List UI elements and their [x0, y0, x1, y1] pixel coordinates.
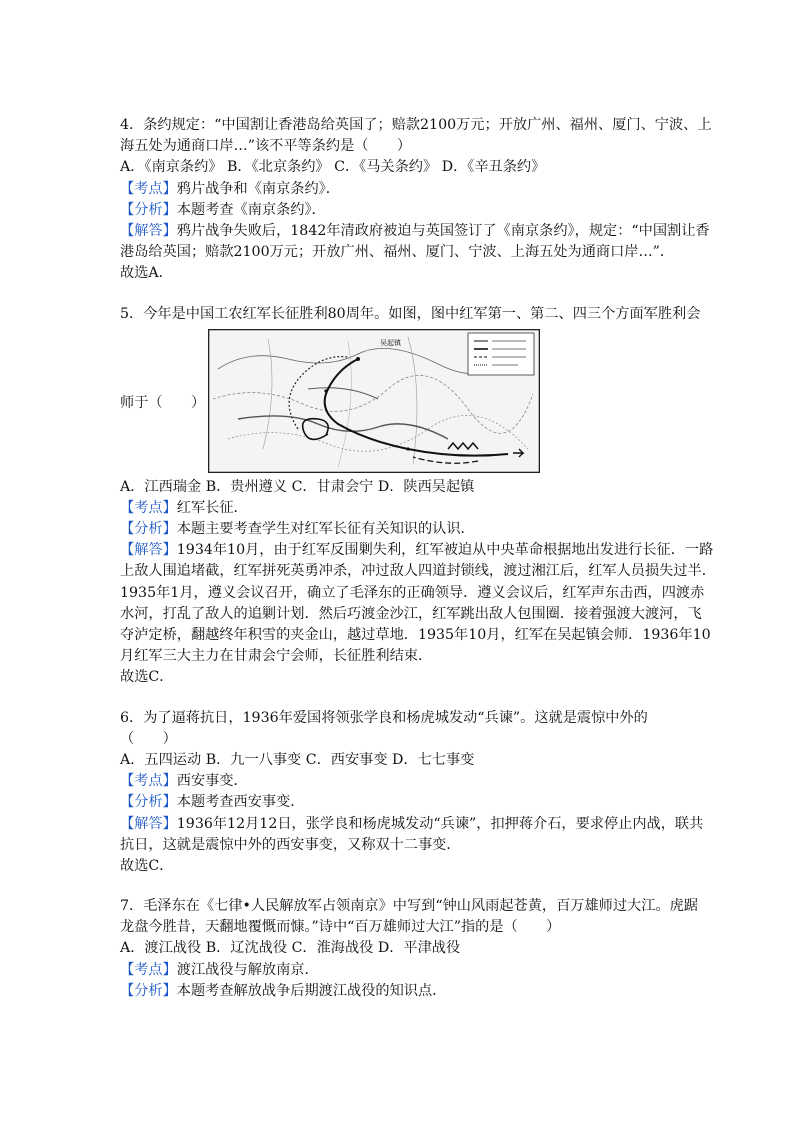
jieda-text: 鸦片战争失败后，1842年清政府被迫与英国签订了《南京条约》，规定：“中国割让香 — [176, 222, 710, 239]
jieda-text: 夺泸定桥，翻越终年积雪的夹金山，越过草地．1935年10月，红军在吴起镇会师．1936年10 — [120, 627, 711, 643]
jieda-text: 水河，打乱了敌人的追剿计划．然后巧渡金沙江，红军跳出敌人包围圈．接着强渡大渡河，飞 — [120, 605, 702, 622]
fenxi-row — [120, 981, 695, 1002]
jieda-text: 上敌人围追堵截，红军拼死英勇冲杀，冲过敌人四道封锁线，渡过湘江后，红军人员损失过半． — [120, 563, 716, 580]
question-6 — [120, 708, 704, 878]
jieda-text: 港岛给英国；赔款2100万元；开放广州、福州、厦门、宁波、上海五处为通商口岸…”． — [120, 244, 675, 261]
fenxi-text: 本题考查《南京条约》． — [176, 201, 326, 218]
fenxi-tag: 【分析】 — [120, 521, 177, 538]
question-4 — [120, 115, 712, 285]
map-label-top: 吴起镇 — [380, 338, 401, 347]
jieda-text: 1935年1月，遵义会议召开，确立了毛泽东的正确领导．遵义会议后，红军声东击西，四渡赤 — [120, 584, 705, 601]
jieda-text: 抗日，这就是震惊中外的西安事变，又称双十二事变． — [120, 836, 461, 853]
fenxi-tag: 【分析】 — [120, 794, 177, 811]
fenxi-row — [120, 200, 695, 221]
question-stem: 师于（ ） — [120, 394, 206, 411]
fenxi-tag: 【分析】 — [120, 201, 177, 218]
kaodian-text: 渡江战役与解放南京． — [176, 961, 319, 978]
fenxi-row — [120, 519, 695, 540]
jieda-row — [120, 221, 710, 242]
question-5 — [120, 304, 716, 689]
kaodian-text: 红军长征． — [176, 499, 248, 516]
jieda-text: 1936年12月12日，张学良和杨虎城发动“兵谏”，扣押蒋介石，要求停止内战，联共 — [176, 815, 704, 832]
fenxi-row — [120, 792, 695, 813]
question-stem: 海五处为通商口岸…”该不平等条约是（ ） — [120, 138, 412, 155]
kaodian-tag: 【考点】 — [120, 499, 177, 516]
jieda-tag: 【解答】 — [120, 815, 177, 832]
jieda-row — [120, 540, 714, 561]
kaodian-text: 西安事变． — [176, 773, 248, 790]
jieda-tag: 【解答】 — [120, 222, 177, 239]
kaodian-row — [120, 771, 695, 792]
answer-options: A．《南京条约》 B．《北京条约》 C．《马关条约》 D．《辛丑条约》 — [120, 159, 546, 176]
kaodian-row — [120, 179, 695, 200]
answer-options: A．渡江战役 B．辽沈战役 C．淮海战役 D．平津战役 — [120, 940, 461, 957]
jieda-tag: 【解答】 — [120, 542, 177, 559]
question-stem: 6．为了逼蒋抗日，1936年爱国将领张学良和杨虎城发动“兵谏”。这就是震惊中外的 — [120, 709, 648, 726]
kaodian-row — [120, 960, 695, 981]
kaodian-row — [120, 498, 695, 519]
question-stem: 5．今年是中国工农红军长征胜利80周年。如图，图中红军第一、第二、四三个方面军胜利会 — [120, 305, 701, 322]
map-row — [120, 329, 695, 477]
question-stem: 4．条约规定：“中国割让香港岛给英国了；赔款2100万元；开放广州、福州、厦门、宁波、上 — [120, 117, 712, 133]
question-stem: 7．毛泽东在《七律•人民解放军占领南京》中写到“钟山风雨起苍黄，百万雄师过大江。虎踞 — [120, 898, 698, 915]
kaodian-tag: 【考点】 — [120, 180, 177, 197]
question-7 — [120, 896, 698, 1002]
answer-text: 故选A． — [120, 265, 173, 282]
long-march-map-figure — [208, 329, 540, 473]
fenxi-text: 本题考查解放战争后期渡江战役的知识点． — [176, 982, 447, 999]
fenxi-tag: 【分析】 — [120, 982, 177, 999]
kaodian-tag: 【考点】 — [120, 961, 177, 978]
exam-page — [120, 115, 716, 1002]
answer-options: A．五四运动 B．九一八事变 C．西安事变 D．七七事变 — [120, 751, 475, 768]
question-stem: 龙盘今胜昔，天翻地覆慨而慷。”诗中“百万雄师过大江”指的是（ ） — [120, 919, 561, 936]
jieda-text: 月红军三大主力在甘肃会宁会师，长征胜利结束． — [120, 648, 433, 665]
jieda-text: 1934年10月，由于红军反围剿失利，红军被迫从中央革命根据地出发进行长征．一路 — [176, 542, 714, 559]
answer-text: 故选C． — [120, 669, 174, 686]
question-stem: （ ） — [120, 730, 177, 747]
fenxi-text: 本题考查西安事变． — [176, 794, 305, 811]
answer-options: A．江西瑞金 B．贵州遵义 C．甘肃会宁 D．陕西吴起镇 — [120, 478, 475, 495]
kaodian-tag: 【考点】 — [120, 773, 177, 790]
fenxi-text: 本题主要考查学生对红军长征有关知识的认识． — [176, 521, 475, 538]
answer-text: 故选C． — [120, 857, 174, 874]
jieda-row — [120, 814, 704, 835]
kaodian-text: 鸦片战争和《南京条约》． — [176, 180, 340, 197]
